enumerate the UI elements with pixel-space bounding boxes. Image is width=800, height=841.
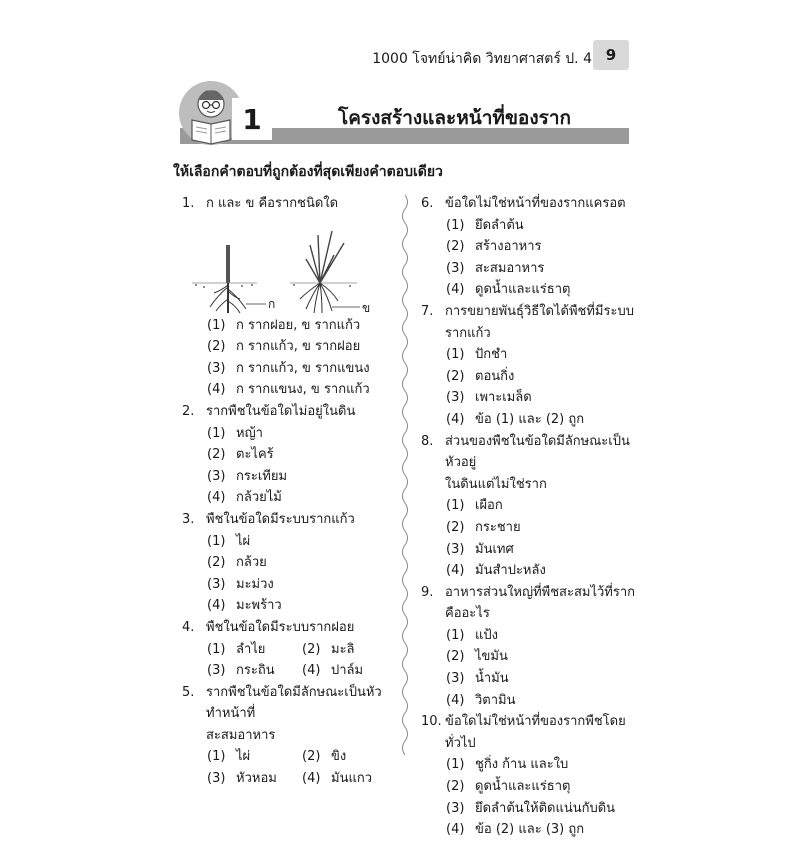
option-number: (1) bbox=[207, 317, 226, 333]
option bbox=[207, 487, 397, 509]
option bbox=[446, 236, 636, 258]
question-text: รากพืชในข้อใดไม่อยู่ในดิน bbox=[206, 403, 356, 419]
option-text: ปาล์ม bbox=[331, 663, 364, 679]
option-text: ก รากแก้ว, ข รากฝอย bbox=[236, 339, 361, 355]
option-number: (4) bbox=[302, 663, 321, 679]
option bbox=[207, 746, 302, 768]
option-text: เผือก bbox=[475, 498, 503, 514]
option-text: หัวหอม bbox=[236, 771, 277, 787]
option-number: (1) bbox=[207, 641, 226, 657]
book-title: 1000 โจทย์น่าคิด วิทยาศาสตร์ ป. 4 bbox=[372, 51, 592, 67]
question-10 bbox=[421, 711, 636, 841]
option-text: มันเทศ bbox=[475, 541, 514, 557]
left-column bbox=[182, 193, 397, 790]
root-diagram bbox=[182, 215, 392, 315]
option-text: แป้ง bbox=[475, 627, 498, 643]
option bbox=[446, 215, 636, 237]
option bbox=[446, 798, 636, 820]
option-number: (3) bbox=[446, 541, 465, 557]
option bbox=[446, 776, 636, 798]
figure-label-a: ก bbox=[268, 296, 276, 311]
option-text: ไผ่ bbox=[236, 749, 251, 765]
option-number: (2) bbox=[207, 555, 226, 571]
option-text: ดูดน้ำและแร่ธาตุ bbox=[475, 779, 571, 795]
figure-label-b: ข bbox=[362, 300, 371, 315]
option-text: เพาะเมล็ด bbox=[475, 390, 532, 406]
option-number: (2) bbox=[446, 779, 465, 795]
option-number: (1) bbox=[207, 533, 226, 549]
option-number: (3) bbox=[207, 771, 226, 787]
option bbox=[302, 746, 397, 768]
option-number: (4) bbox=[446, 692, 465, 708]
question-text: การขยายพันธุ์วิธีใดได้พืชที่มีระบบรากแก้ว bbox=[445, 303, 634, 341]
page-number: 9 bbox=[593, 40, 629, 70]
option-number: (3) bbox=[446, 800, 465, 816]
option bbox=[446, 387, 636, 409]
option bbox=[207, 595, 397, 617]
question-number: 7. bbox=[421, 303, 434, 319]
option-text: ไขมัน bbox=[475, 649, 508, 665]
question-number: 10. bbox=[421, 714, 442, 730]
option bbox=[302, 639, 397, 661]
column-divider bbox=[398, 195, 412, 755]
option-text: กระเทียม bbox=[236, 468, 288, 484]
option-text: ไผ่ bbox=[236, 533, 251, 549]
option bbox=[446, 279, 636, 301]
option-text: กล้วยไม้ bbox=[236, 490, 282, 506]
option-text: มันแกว bbox=[331, 771, 373, 787]
page-header bbox=[0, 38, 800, 74]
option-number: (2) bbox=[446, 519, 465, 535]
option bbox=[302, 660, 397, 682]
option-text: มันสำปะหลัง bbox=[475, 563, 546, 579]
option-text: ข้อ (1) และ (2) ถูก bbox=[475, 411, 585, 427]
option-number: (1) bbox=[446, 757, 465, 773]
question-text: พืชในข้อใดมีระบบรากแก้ว bbox=[206, 511, 355, 527]
question-text-continued: สะสมอาหาร bbox=[206, 727, 276, 743]
question-5 bbox=[182, 682, 397, 790]
option-number: (1) bbox=[446, 347, 465, 363]
question-6 bbox=[421, 193, 636, 301]
question-number: 2. bbox=[182, 403, 195, 419]
option-number: (3) bbox=[207, 468, 226, 484]
question-text: ส่วนของพืชในข้อใดมีลักษณะเป็นหัวอยู่ bbox=[445, 433, 630, 471]
option bbox=[446, 690, 636, 712]
option-text: กระถิน bbox=[236, 663, 275, 679]
option-text: กระชาย bbox=[475, 519, 521, 535]
option-number: (4) bbox=[446, 822, 465, 838]
option-text: หญ้า bbox=[236, 425, 263, 441]
option-number: (2) bbox=[207, 447, 226, 463]
question-1 bbox=[182, 193, 397, 401]
option bbox=[446, 754, 636, 776]
option-number: (4) bbox=[207, 490, 226, 506]
option-number: (4) bbox=[207, 382, 226, 398]
option-number: (4) bbox=[446, 282, 465, 298]
question-number: 5. bbox=[182, 684, 195, 700]
option-number: (4) bbox=[446, 563, 465, 579]
option-number: (1) bbox=[446, 498, 465, 514]
option-text: สะสมอาหาร bbox=[475, 260, 545, 276]
chapter-title: โครงสร้างและหน้าที่ของราก bbox=[338, 107, 572, 129]
option bbox=[207, 466, 397, 488]
question-7 bbox=[421, 301, 636, 431]
option-text: ดูดน้ำและแร่ธาตุ bbox=[475, 282, 571, 298]
option-number: (2) bbox=[207, 339, 226, 355]
question-9 bbox=[421, 582, 636, 712]
option-number: (4) bbox=[446, 411, 465, 427]
option-text: ชูกิ่ง ก้าน และใบ bbox=[475, 757, 569, 773]
option-text: ขิง bbox=[331, 749, 347, 765]
option bbox=[446, 668, 636, 690]
question-2 bbox=[182, 401, 397, 509]
option bbox=[446, 495, 636, 517]
option bbox=[207, 768, 302, 790]
instruction-text: ให้เลือกคำตอบที่ถูกต้องที่สุดเพียงคำตอบเดียว bbox=[173, 164, 443, 180]
option-text: ตอนกิ่ง bbox=[475, 368, 515, 384]
question-text: ข้อใดไม่ใช่หน้าที่ของรากพืชโดยทั่วไป bbox=[445, 714, 626, 751]
option bbox=[446, 517, 636, 539]
option-text: วิตามิน bbox=[475, 692, 516, 708]
right-column bbox=[421, 193, 636, 841]
option-text: มะม่วง bbox=[236, 576, 274, 592]
option-number: (2) bbox=[446, 368, 465, 384]
option-number: (1) bbox=[446, 217, 465, 233]
option-number: (3) bbox=[207, 360, 226, 376]
question-3 bbox=[182, 509, 397, 617]
question-number: 9. bbox=[421, 584, 434, 600]
option bbox=[207, 379, 397, 401]
option-text: สร้างอาหาร bbox=[475, 239, 542, 255]
option-number: (3) bbox=[207, 576, 226, 592]
option bbox=[446, 366, 636, 388]
option bbox=[207, 336, 397, 358]
option bbox=[302, 768, 397, 790]
option bbox=[446, 625, 636, 647]
chapter-number: 1 bbox=[232, 98, 272, 140]
option bbox=[207, 552, 397, 574]
option bbox=[446, 258, 636, 280]
option-text: ก รากแก้ว, ข รากแขนง bbox=[236, 360, 370, 376]
option bbox=[446, 560, 636, 582]
option bbox=[446, 344, 636, 366]
option bbox=[446, 819, 636, 841]
option bbox=[207, 574, 397, 596]
option-text: ก รากฝอย, ข รากแก้ว bbox=[236, 317, 361, 333]
option-text: กล้วย bbox=[236, 555, 267, 571]
option bbox=[207, 639, 302, 661]
option-number: (2) bbox=[446, 239, 465, 255]
option-number: (1) bbox=[446, 627, 465, 643]
question-text: ก และ ข คือรากชนิดใด bbox=[206, 196, 339, 211]
option-text: มะพร้าว bbox=[236, 598, 282, 614]
option-text: ตะไคร้ bbox=[236, 447, 274, 463]
root-illustration bbox=[182, 215, 392, 315]
option-text: ก รากแขนง, ข รากแก้ว bbox=[236, 382, 370, 398]
option-text: น้ำมัน bbox=[475, 671, 509, 687]
option-number: (3) bbox=[446, 260, 465, 276]
option-number: (2) bbox=[302, 641, 321, 657]
option bbox=[207, 358, 397, 380]
option-text: ปักชำ bbox=[475, 347, 508, 363]
question-number: 1. bbox=[182, 196, 195, 211]
option bbox=[446, 646, 636, 668]
question-number: 8. bbox=[421, 433, 434, 449]
option bbox=[207, 423, 397, 445]
question-number: 3. bbox=[182, 511, 195, 527]
option-text: ลำไย bbox=[236, 641, 266, 657]
option-number: (3) bbox=[207, 663, 226, 679]
option-number: (2) bbox=[446, 649, 465, 665]
question-text: รากพืชในข้อใดมีลักษณะเป็นหัวทำหน้าที่ bbox=[206, 684, 382, 722]
option bbox=[446, 409, 636, 431]
question-4 bbox=[182, 617, 397, 682]
question-text-continued: ในดินแต่ไม่ใช่ราก bbox=[445, 476, 547, 492]
option bbox=[446, 539, 636, 561]
option-number: (4) bbox=[302, 771, 321, 787]
option-text: ข้อ (2) และ (3) ถูก bbox=[475, 822, 585, 838]
option bbox=[207, 315, 397, 337]
option-text: ยึดลำต้นให้ติดแน่นกับดิน bbox=[475, 800, 616, 816]
option-number: (4) bbox=[207, 598, 226, 614]
option-number: (2) bbox=[302, 749, 321, 765]
option-number: (3) bbox=[446, 671, 465, 687]
question-8 bbox=[421, 431, 636, 582]
option bbox=[207, 660, 302, 682]
option-number: (1) bbox=[207, 425, 226, 441]
question-number: 4. bbox=[182, 619, 195, 635]
question-number: 6. bbox=[421, 196, 434, 211]
option-text: มะลิ bbox=[331, 641, 355, 657]
option bbox=[207, 444, 397, 466]
question-text: พืชในข้อใดมีระบบรากฝอย bbox=[206, 619, 355, 635]
option bbox=[207, 531, 397, 553]
option-number: (1) bbox=[207, 749, 226, 765]
question-text: ข้อใดไม่ใช่หน้าที่ของรากแครอต bbox=[445, 196, 626, 211]
question-text: อาหารส่วนใหญ่ที่พืชสะสมไว้ที่รากคืออะไร bbox=[445, 584, 636, 622]
option-text: ยึดลำต้น bbox=[475, 217, 524, 233]
option-number: (3) bbox=[446, 390, 465, 406]
